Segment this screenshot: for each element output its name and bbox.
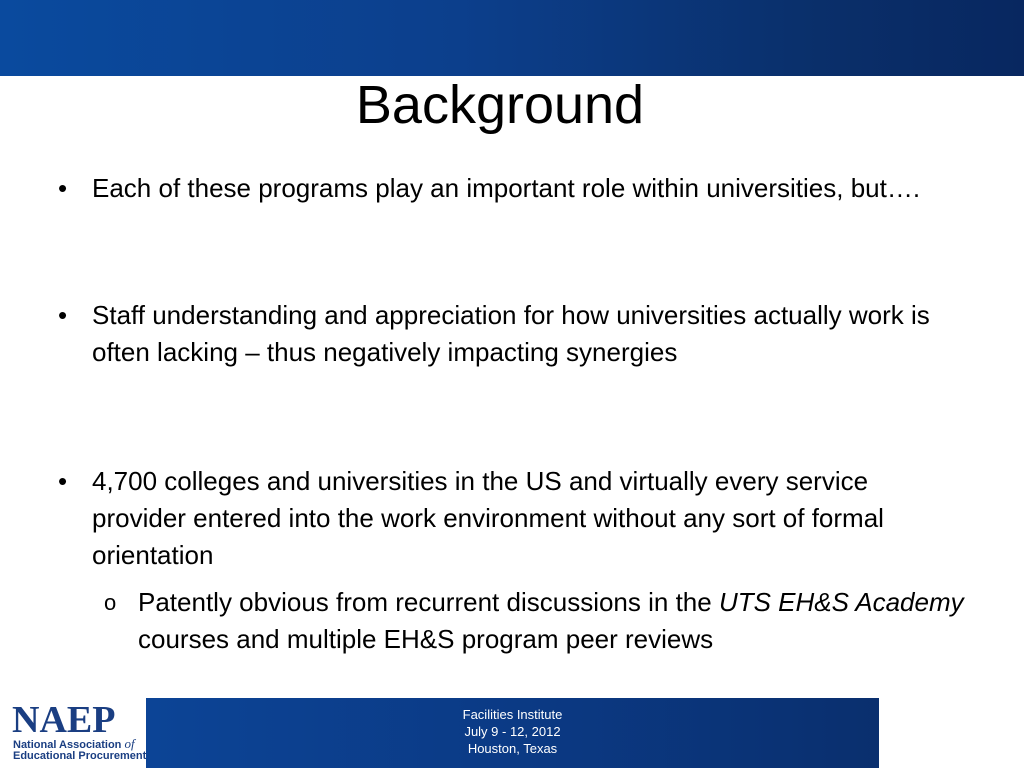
sub-bullet-text xyxy=(138,584,964,658)
sub-bullet-text-start: Patently obvious from recurrent discussions in the xyxy=(138,587,719,617)
logo-line-1-text: National Association xyxy=(13,739,122,751)
event-name: Facilities Institute xyxy=(462,707,563,722)
bullet-text: Each of these programs play an important role within universities, but…. xyxy=(92,173,921,203)
sub-bullet-text-end: courses and multiple EH&S program peer reviews xyxy=(138,624,714,654)
logo-line-2: Educational Procurement xyxy=(13,750,147,762)
bullet-icon: • xyxy=(58,300,68,330)
sub-bullet-icon: o xyxy=(104,590,117,615)
footer-event-text xyxy=(146,706,879,757)
bullet-text: 4,700 colleges and universities in the US and virtually every service provider entered into the work environment without any sort of formal orientation xyxy=(92,466,884,570)
logo-line-1-of: of xyxy=(124,736,135,751)
slide-title: Background xyxy=(355,75,645,135)
footer-event-box xyxy=(146,698,879,768)
event-dates: July 9 - 12, 2012 xyxy=(464,724,561,739)
sub-bullet-text-italic: UTS EH&S Academy xyxy=(718,587,964,617)
bullet-text: Staff understanding and appreciation for how universities actually work is often lacking – thus negatively impacting synergies xyxy=(92,300,930,367)
logo-acronym: NAEP xyxy=(12,699,116,741)
event-location: Houston, Texas xyxy=(467,741,558,756)
naep-logo xyxy=(0,698,146,768)
bullet-icon: • xyxy=(58,466,68,496)
bullet-icon: • xyxy=(58,173,68,203)
